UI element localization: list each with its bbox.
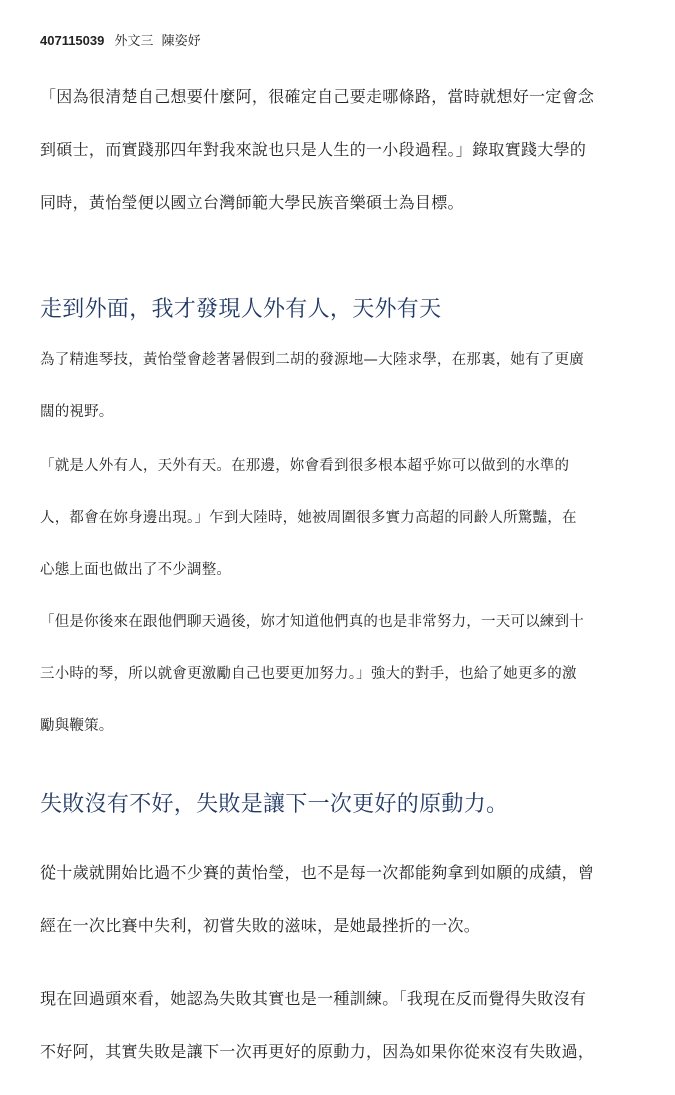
department: 外文三 (114, 34, 154, 49)
paragraph-failure (40, 863, 640, 969)
page-header (40, 30, 201, 49)
author-name: 陳姿妤 (161, 34, 201, 49)
text-line: 人，都會在妳身邊出現。」乍到大陸時，她被周圍很多實力高超的同齡人所驚豔，在 (40, 510, 577, 526)
text-line: 經在一次比賽中失利，初嘗失敗的滋味，是她最挫折的一次。 (40, 916, 481, 935)
paragraph-quote-1 (40, 456, 640, 612)
text-line: 「因為很清楚自己想要什麼阿，很確定自己要走哪條路，當時就想好一定會念 (40, 87, 595, 106)
paragraph-quote-2 (40, 612, 640, 768)
paragraph-intro (40, 87, 640, 246)
text-line: 闊的視野。 (40, 404, 114, 420)
student-id: 407115039 (40, 33, 105, 48)
text-line: 為了精進琴技，黃怡瑩會趁著暑假到二胡的發源地—大陸求學，在那裏，她有了更廣 (40, 352, 584, 368)
text-line: 同時，黃怡瑩便以國立台灣師範大學民族音樂碩士為目標。 (40, 193, 464, 212)
text-line: 從十歲就開始比過不少賽的黃怡瑩，也不是每一次都能夠拿到如願的成績，曾 (40, 863, 595, 882)
section-heading-1: 走到外面，我才發現人外有人，天外有天 (40, 297, 442, 322)
text-line: 勵與鞭策。 (40, 718, 114, 734)
paragraph-training (40, 350, 640, 454)
text-line: 「就是人外有人，天外有天。在那邊，妳會看到很多根本超乎妳可以做到的水準的 (40, 458, 570, 474)
text-line: 「但是你後來在跟他們聊天過後，妳才知道他們真的也是非常努力，一天可以練到十 (40, 614, 584, 630)
text-line: 現在回過頭來看，她認為失敗其實也是一種訓練。「我現在反而覺得失敗沒有 (40, 989, 587, 1008)
section-heading-2: 失敗沒有不好，失敗是讓下一次更好的原動力。 (40, 792, 509, 817)
text-line: 心態上面也做出了不少調整。 (40, 562, 232, 578)
text-line: 三小時的琴，所以就會更激勵自己也要更加努力。」強大的對手，也給了她更多的激 (40, 666, 577, 682)
paragraph-reflection (40, 989, 640, 1095)
text-line: 不好阿，其實失敗是讓下一次再更好的原動力，因為如果你從來沒有失敗過， (40, 1042, 595, 1061)
text-line: 到碩士，而實踐那四年對我來說也只是人生的一小段過程。」錄取實踐大學的 (40, 140, 587, 159)
